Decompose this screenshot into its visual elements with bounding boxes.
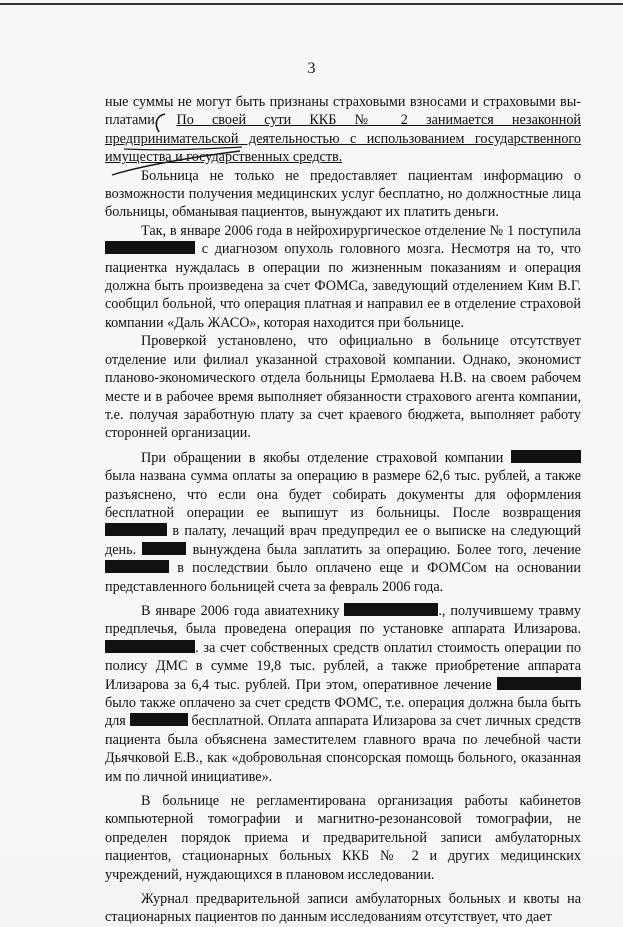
text-segment: При обращении в якобы отделение страховой компании bbox=[141, 449, 511, 466]
text-segment: Так, в январе 2006 года в нейрохирургическое отделение № 1 поступила bbox=[141, 222, 581, 239]
text-segment: бесплатной. Оплата аппарата Илизарова за счет личных средств пациента была объяснена заместителем главного врача по лечебной части Дьячковой Е.В., как «добровольная спонсорская помощь больного, оказанная им по личной инициативе». bbox=[105, 713, 581, 785]
redacted-name bbox=[511, 450, 581, 463]
redacted-name bbox=[105, 560, 169, 573]
text-segment: ные суммы не могут быть признаны страховыми взносами и страховыми вы- bbox=[105, 94, 581, 110]
paragraph bbox=[105, 449, 581, 596]
text-segment: было также оплачено за счет средств ФОМС, т.е. операция должна была быть для bbox=[105, 695, 581, 730]
redacted-name bbox=[142, 542, 186, 555]
paragraph bbox=[105, 602, 581, 786]
text-segment: платами. bbox=[105, 112, 177, 129]
page-number: 3 bbox=[307, 60, 316, 77]
text-segment: в последствии было оплачено еще и ФОМСом на основании представленного больницей счета за февраль 2006 года. bbox=[105, 560, 581, 595]
text-segment: Журнал предварительной записи амбулаторных больных и квоты на стационарных пациентов по данным исследованиям отсутствует, что дает bbox=[105, 891, 581, 926]
paragraph bbox=[105, 93, 581, 167]
paragraph bbox=[105, 792, 581, 884]
text-segment: в палату, лечащий врач предупредил ее о выписке на следующий день. bbox=[105, 523, 581, 558]
paragraph bbox=[105, 167, 581, 222]
text-segment: вынуждена была заплатить за операцию. Более того, лечение bbox=[186, 541, 581, 558]
redacted-name bbox=[105, 241, 195, 254]
text-segment: была названа сумма оплаты за операцию в размере 62,6 тыс. рублей, а также разъяснено, что если она будет собирать документы для оформления бесплатной операции ее выпишут из больницы. После возвращения bbox=[105, 468, 581, 521]
document-body bbox=[105, 93, 581, 927]
paragraph bbox=[105, 222, 581, 332]
text-segment: ., получившему травму предплечья, была проведена операция по установке аппарата Илизарова. bbox=[105, 602, 581, 638]
redacted-name bbox=[497, 677, 581, 690]
text-segment: с диагнозом опухоль головного мозга. Несмотря на то, что пациентка нуждалась в операции по жизненным показаниям и операция должна быть произведена за счет ФОМСа, заведующий отделением Ким В.Г. сообщил больной, что операция платная и направил ее в отделение страховой компании «Даль ЖАСО», которая находится при больнице. bbox=[105, 241, 581, 331]
text-segment: Проверкой установлено, что официально в больнице отсутствует отделение или филиал указанной страховой компании. Однако, экономист планово-экономического отдела больницы Ермолаева Н.В. на своем рабочем месте и в рабочее время выполняет обязанности страхового агента компании, т.е. получая заработную плату за счет краевого бюджета, выполняет работу сторонней организации. bbox=[105, 333, 581, 442]
paragraph bbox=[105, 332, 581, 442]
text-segment: По своей сути ККБ № 2 занимается незаконной предпринимательской деятельностью с использованием государственного имущества и государственных средств. bbox=[105, 112, 582, 166]
text-segment: Больница не только не предоставляет пациентам информацию о возможности получения медицинских услуг бесплатно, но должностные лица больницы, обманывая пациентов, вынуждают их платить деньги. bbox=[105, 167, 581, 221]
paragraph bbox=[105, 890, 581, 927]
scan-top-edge bbox=[0, 3, 623, 5]
redacted-name bbox=[130, 713, 188, 726]
redacted-name bbox=[105, 523, 167, 536]
text-segment: В больнице не регламентирована организация работы кабинетов компьютерной томографии и магнитно-резонансовой томографии, не определен порядок приема и предварительной записи амбулаторных пациентов, стационарных больных ККБ № 2 и других медицинских учреждений, нуждающихся в плановом исследовании. bbox=[105, 793, 581, 883]
redacted-name bbox=[105, 640, 195, 653]
text-segment: В январе 2006 года авиатехнику bbox=[141, 602, 345, 619]
redacted-name bbox=[344, 603, 438, 616]
text-segment: . за счет собственных средств оплатил стоимость операции по полису ДМС в сумме 19,8 тыс. рублей, а также приобретение аппарата Илизарова за 6,4 тыс. рублей. При этом, оперативное лечение bbox=[105, 639, 581, 693]
